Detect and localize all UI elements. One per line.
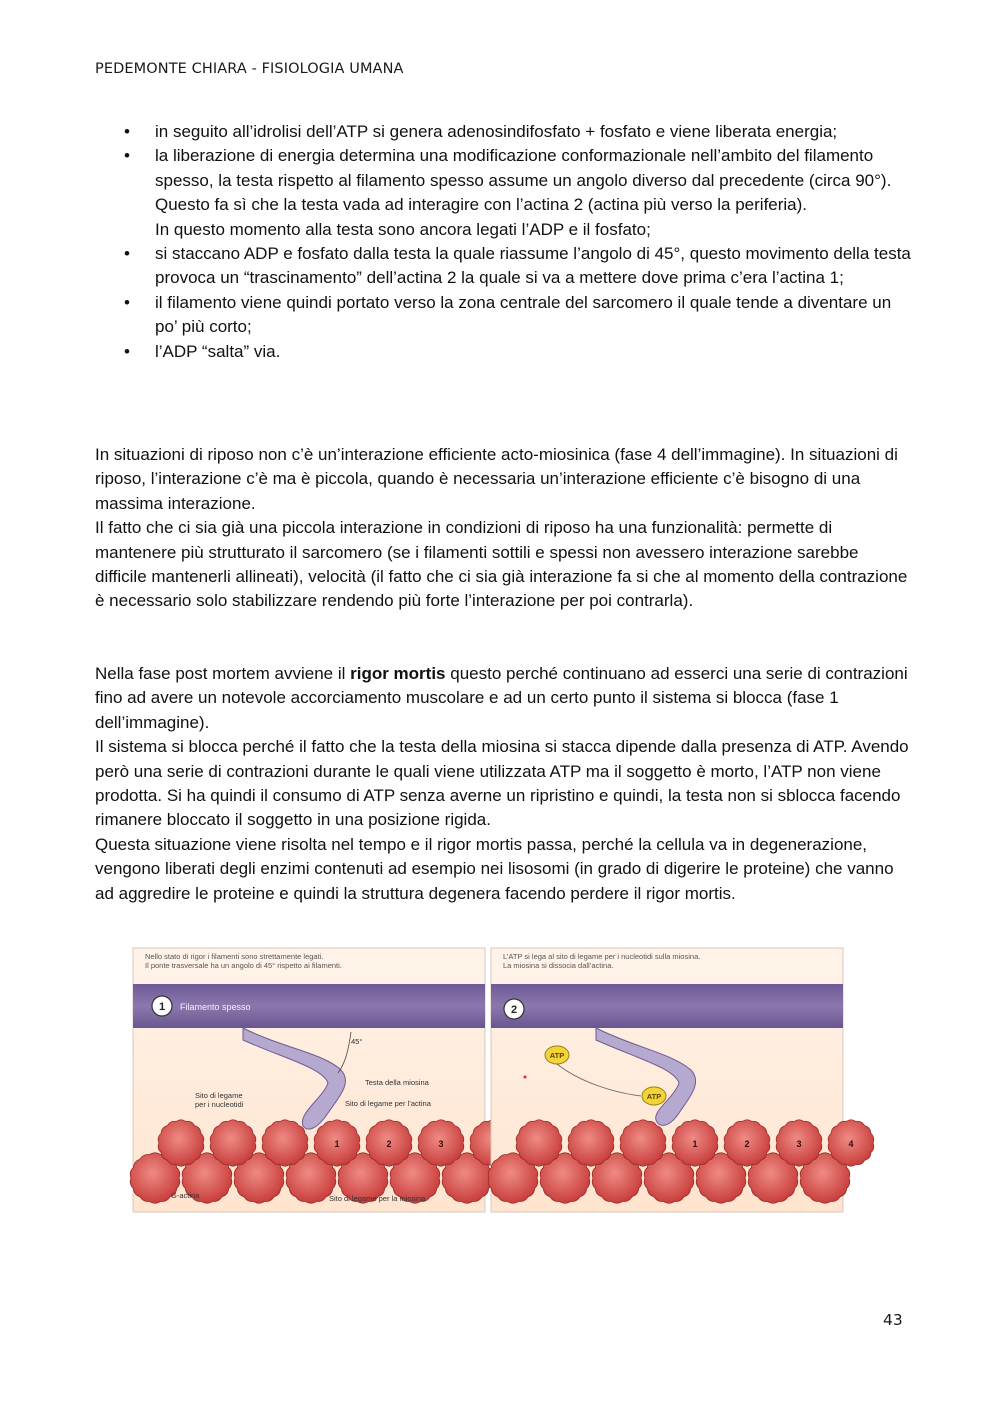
atp-label: ATP — [646, 1092, 662, 1101]
paragraph: Il fatto che ci sia già una piccola interazione in condizioni di riposo ha una funzionalità: permette di mantenere più strutturato il sarcomero (se i filamenti sottili e spessi non avessero interazione sarebbe difficile mantenerli allineati), velocità (il fatto che ci sia già interazione fa si che al momento della contrazione è necessario solo stabilizzare rendendo più forte l’interazione per poi contrarla). — [95, 518, 908, 611]
actin-number-label: 2 — [386, 1139, 392, 1149]
list-item-extra-text: In questo momento alla testa sono ancora legati l’ADP e il fosfato; — [155, 219, 651, 239]
paragraph: In situazioni di riposo non c’è un’interazione efficiente acto-miosinica (fase 4 dell’immagine). In situazioni di riposo, l’interazione c’è ma è piccola, quando è necessaria un’interazione efficiente c’è bisogno di una massima interazione. — [95, 445, 898, 513]
actin-number-label: 2 — [744, 1139, 750, 1149]
actin-number-label: 3 — [796, 1139, 802, 1149]
bullet-list — [95, 120, 915, 364]
actin-number-label: 4 — [848, 1139, 854, 1149]
list-item — [95, 242, 915, 291]
crossbridge-figure — [133, 948, 854, 1212]
list-item-text: il filamento viene quindi portato verso la zona centrale del sarcomero il quale tende a diventare un po’ più corto; — [155, 292, 892, 337]
g-actin-monomer — [620, 1120, 666, 1166]
paragraph-text: questo perché continuano ad esserci una serie di contrazioni fino ad avere un notevole accorciamento muscolare e ad un certo punto il sistema si blocca (fase 1 dell’immagine). — [95, 664, 908, 732]
g-actin-monomer — [210, 1120, 256, 1166]
paragraph: Il sistema si blocca perché il fatto che la testa della miosina si stacca dipende dalla presenza di ATP. Avendo però una serie di contrazioni durante le quali viene utilizzata ATP ma il soggetto è morto, l’ATP non viene prodotta. Si ha quindi il consumo di ATP senza averne un ripristino e quindi, la testa non si sblocca facendo rimanere bloccato il soggetto in una posizione rigida. — [95, 737, 909, 830]
list-item-text: la liberazione di energia determina una modificazione conformazionale nell’ambito del filamento spesso, la testa rispetto al filamento spesso assume un angolo diverso dal precedente (circa 90°). Questo fa sì che la testa vada ad interagire con l’actina 2 (actina più verso la periferia). — [155, 146, 892, 215]
actin-number-label: 3 — [438, 1139, 444, 1149]
list-item — [95, 340, 915, 364]
nucleotide-site-label: per i nucleotidi — [195, 1100, 244, 1109]
list-item-text: l’ADP “salta” via. — [155, 341, 281, 361]
panel-caption: La miosina si dissocia dall’actina. — [503, 961, 614, 970]
paragraph — [95, 662, 910, 735]
list-item — [95, 144, 915, 242]
list-item-text: si staccano ADP e fosfato dalla testa la quale riassume l’angolo di 45°, questo movimento della testa provoca un “trascinamento” dell’actina 2 la quale si va a mettere dove prima c’era l’actina 1; — [155, 244, 911, 288]
bullet-icon: • — [124, 341, 130, 361]
angle-label: 45° — [351, 1037, 363, 1046]
rigor-section — [95, 662, 910, 906]
actin-number-label: 1 — [334, 1139, 340, 1149]
panel-caption: L’ATP si lega al sito di legame per i nucleotidi sulla miosina. — [503, 952, 701, 961]
actin-binding-site-label: Sito di legame per l’actina — [345, 1099, 431, 1108]
actin-number-label: 1 — [692, 1139, 698, 1149]
page-header: PEDEMONTE CHIARA - FISIOLOGIA UMANA — [95, 61, 404, 77]
step-number: 2 — [510, 1004, 518, 1016]
step-number: 1 — [158, 1001, 166, 1013]
figure-panel-1 — [130, 948, 516, 1212]
g-actin-monomer — [158, 1120, 204, 1166]
bold-term: rigor mortis — [350, 664, 446, 683]
list-item — [95, 120, 915, 144]
list-item — [95, 291, 915, 340]
list-item-text: in seguito all’idrolisi dell’ATP si genera adenosindifosfato + fosfato e viene liberata energia; — [155, 122, 838, 141]
paragraph-text: Nella fase post mortem avviene il — [95, 664, 351, 683]
g-actin-monomer — [516, 1120, 562, 1166]
figure-panel-2 — [488, 948, 874, 1212]
actin-filament — [488, 1120, 874, 1203]
myosin-head-label: Testa della miosina — [365, 1078, 429, 1087]
thick-filament-label: Filamento spesso — [180, 1002, 251, 1012]
g-actin-monomer — [568, 1120, 614, 1166]
page-number: 43 — [883, 1311, 903, 1329]
thick-filament — [491, 984, 843, 1028]
myosin-binding-site-label: Sito di legame per la miosina — [329, 1194, 426, 1203]
nucleotide-site-label: Sito di legame — [195, 1091, 243, 1100]
panel-caption: Il ponte trasversale ha un angolo di 45° rispetto ai filamenti. — [145, 961, 342, 970]
g-actin-monomer — [262, 1120, 308, 1166]
bullet-icon: • — [124, 292, 130, 312]
atp-label: ATP — [549, 1051, 565, 1060]
rest-section — [95, 443, 910, 614]
paragraph: Questa situazione viene risolta nel tempo e il rigor mortis passa, perché la cellula va in degenerazione, vengono liberati degli enzimi contenuti ad esempio nei lisosomi (in grado di digerire le proteine) che vanno ad aggredire le proteine e quindi la struttura degenera facendo perdere il rigor mortis. — [95, 834, 894, 903]
bullet-icon: • — [124, 122, 130, 141]
marker-dot — [524, 1076, 527, 1079]
panel-caption: Nello stato di rigor i filamenti sono strettamente legati. — [145, 952, 324, 961]
bullet-icon: • — [124, 146, 130, 166]
bullet-icon: • — [124, 244, 130, 264]
g-actin-label: G-actina — [171, 1191, 200, 1200]
